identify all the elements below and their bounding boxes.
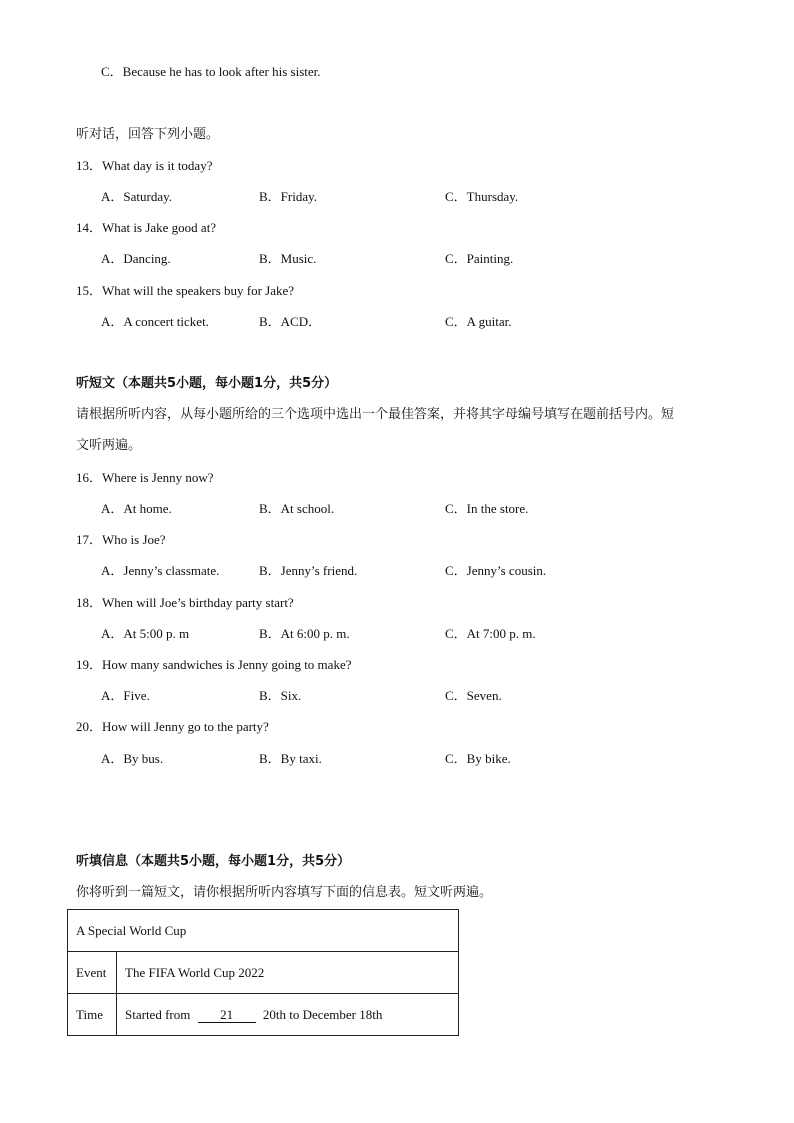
question-20: 20．How will Jenny go to the party?	[76, 719, 269, 734]
q17-option-b: B．Jenny’s friend.	[259, 563, 358, 578]
table-row	[68, 910, 459, 952]
q15-option-c: C．A guitar.	[445, 314, 512, 329]
question-19: 19．How many sandwiches is Jenny going to make?	[76, 657, 352, 672]
time-value	[117, 994, 459, 1036]
table-row	[68, 994, 459, 1036]
q13-option-b: B．Friday.	[259, 189, 318, 204]
q20-option-b: B．By taxi.	[259, 751, 322, 766]
time-suffix: 20th to December 18th	[262, 1006, 383, 1022]
question-18: 18．When will Joe’s birthday party start?	[76, 595, 294, 610]
q18-option-a: A．At 5:00 p. m	[101, 626, 190, 641]
dialogue-instruction: 听对话，回答下列小题。	[76, 127, 220, 142]
table-row	[68, 952, 459, 994]
fill-section-heading: 听填信息（本题共5小题，每小题1分，共5分）	[76, 854, 351, 869]
passage-instruction-line2: 文听两遍。	[76, 438, 142, 453]
passage-instruction-line1: 请根据所听内容，从每小题所给的三个选项中选出一个最佳答案，并将其字母编号填写在题前括号内。短	[76, 407, 675, 422]
q17-option-a: A．Jenny’s classmate.	[101, 563, 220, 578]
q19-option-a: A．Five.	[101, 688, 150, 703]
q14-option-b: B．Music.	[259, 251, 317, 266]
question-14: 14．What is Jake good at?	[76, 220, 217, 235]
time-label: Time	[68, 994, 117, 1036]
q14-option-a: A．Dancing.	[101, 251, 171, 266]
info-table	[67, 909, 459, 1036]
q13-option-a: A．Saturday.	[101, 189, 173, 204]
fill-section-instruction: 你将听到一篇短文，请你根据所听内容填写下面的信息表。短文听两遍。	[76, 885, 493, 900]
question-13: 13．What day is it today?	[76, 158, 213, 173]
event-value: The FIFA World Cup 2022	[117, 952, 459, 994]
info-table-title: A Special World Cup	[68, 910, 459, 952]
q15-option-b: B．ACD．	[259, 314, 322, 329]
time-prefix: Started from	[125, 1006, 191, 1022]
question-15: 15．What will the speakers buy for Jake?	[76, 283, 295, 298]
q16-option-b: B．At school.	[259, 501, 335, 516]
q13-option-c: C．Thursday.	[445, 189, 519, 204]
event-label: Event	[68, 952, 117, 994]
question-17: 17．Who is Joe?	[76, 532, 166, 547]
q19-option-b: B．Six.	[259, 688, 302, 703]
answer-blank-21[interactable]: 21	[198, 1008, 256, 1023]
question-16: 16．Where is Jenny now?	[76, 470, 214, 485]
passage-section-heading: 听短文（本题共5小题，每小题1分，共5分）	[76, 376, 338, 391]
q18-option-b: B．At 6:00 p. m.	[259, 626, 350, 641]
q17-option-c: C．Jenny’s cousin.	[445, 563, 547, 578]
q16-option-a: A．At home.	[101, 501, 172, 516]
previous-option-c: C．Because he has to look after his sister.	[101, 64, 321, 79]
q15-option-a: A．A concert ticket.	[101, 314, 209, 329]
q18-option-c: C．At 7:00 p. m.	[445, 626, 536, 641]
q19-option-c: C．Seven.	[445, 688, 502, 703]
q20-option-c: C．By bike.	[445, 751, 511, 766]
q16-option-c: C．In the store.	[445, 501, 529, 516]
q20-option-a: A．By bus.	[101, 751, 164, 766]
q14-option-c: C．Painting.	[445, 251, 514, 266]
